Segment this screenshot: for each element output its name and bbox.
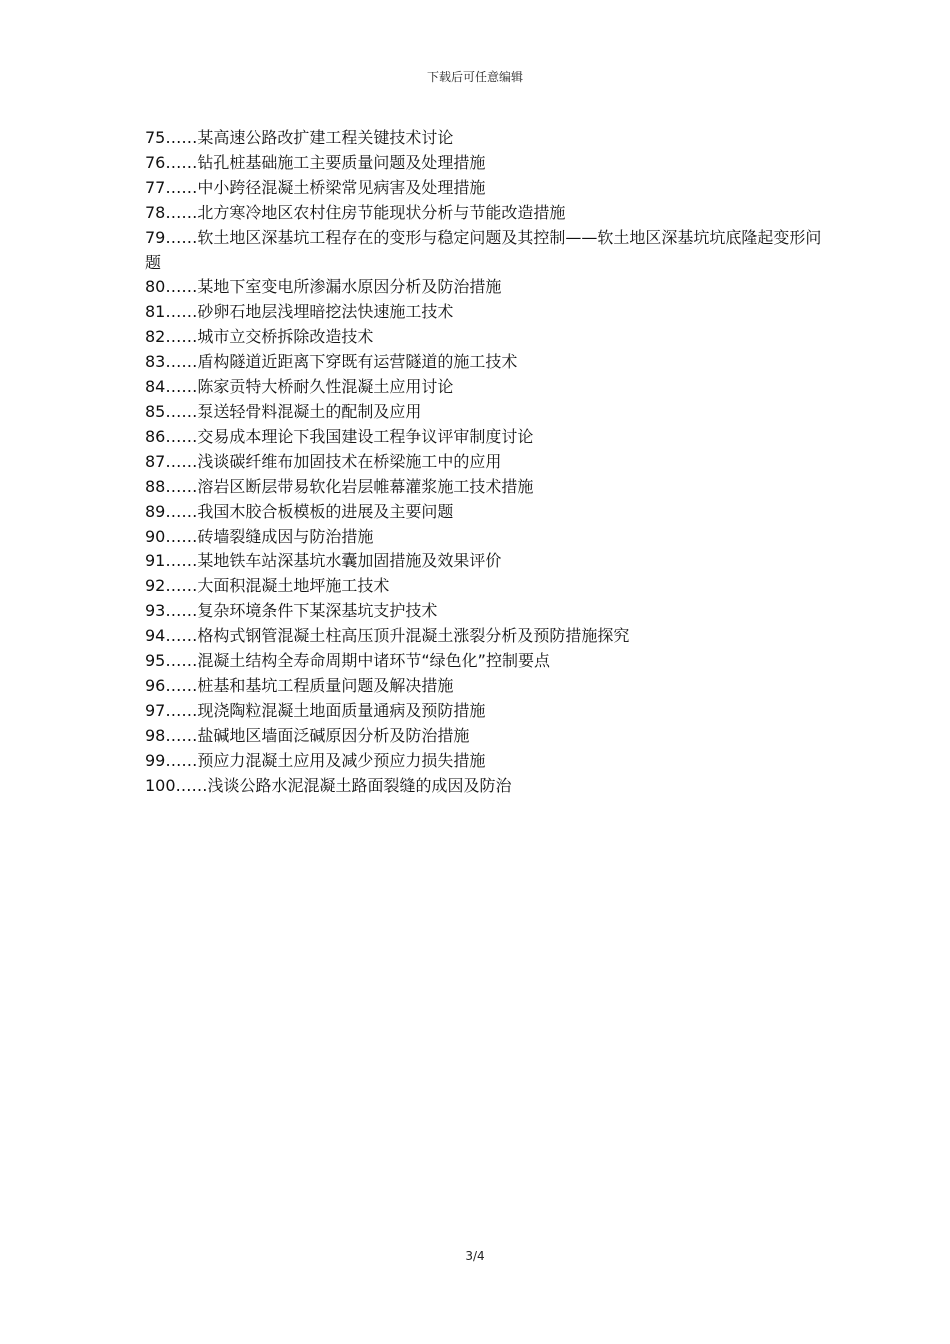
list-item: 93……复杂环境条件下某深基坑支护技术 <box>145 601 438 621</box>
list-item: 98……盐碱地区墙面泛碱原因分析及防治措施 <box>145 725 470 745</box>
list-item: 84……陈家贡特大桥耐久性混凝土应用讨论 <box>145 377 454 397</box>
list-item: 80……某地下室变电所渗漏水原因分析及防治措施 <box>145 277 502 297</box>
list-item: 85……泵送轻骨料混凝土的配制及应用 <box>145 401 422 421</box>
list-item: 81……砂卵石地层浅埋暗挖法快速施工技术 <box>145 302 454 322</box>
list-item: 100……浅谈公路水泥混凝土路面裂缝的成因及防治 <box>145 775 512 795</box>
topic-list <box>145 126 825 798</box>
list-item: 99……预应力混凝土应用及减少预应力损失措施 <box>145 750 486 770</box>
list-item: 76……钻孔桩基础施工主要质量问题及处理措施 <box>145 152 486 172</box>
list-item: 92……大面积混凝土地坪施工技术 <box>145 576 390 596</box>
page-number: 3/4 <box>465 1249 485 1263</box>
list-item: 97……现浇陶粒混凝土地面质量通病及预防措施 <box>145 700 486 720</box>
list-item: 91……某地铁车站深基坑水囊加固措施及效果评价 <box>145 551 502 571</box>
list-item: 82……城市立交桥拆除改造技术 <box>145 327 374 347</box>
list-item: 79……软土地区深基坑工程存在的变形与稳定问题及其控制——软土地区深基坑坑底隆起变形问题 <box>145 227 822 272</box>
list-item: 78……北方寒冷地区农村住房节能现状分析与节能改造措施 <box>145 202 566 222</box>
list-item: 88……溶岩区断层带易软化岩层帷幕灌浆施工技术措施 <box>145 476 534 496</box>
list-item: 86……交易成本理论下我国建设工程争议评审制度讨论 <box>145 426 534 446</box>
list-item: 75……某高速公路改扩建工程关键技术讨论 <box>145 128 454 147</box>
list-item: 96……桩基和基坑工程质量问题及解决措施 <box>145 675 454 695</box>
list-item: 90……砖墙裂缝成因与防治措施 <box>145 526 374 546</box>
page-header: 下载后可任意编辑 <box>426 70 523 84</box>
list-item: 87……浅谈碳纤维布加固技术在桥梁施工中的应用 <box>145 451 502 471</box>
list-item: 95……混凝土结构全寿命周期中诸环节“绿色化”控制要点 <box>145 651 550 671</box>
list-item: 94……格构式钢管混凝土柱高压顶升混凝土涨裂分析及预防措施探究 <box>145 626 630 646</box>
list-item: 83……盾构隧道近距离下穿既有运营隧道的施工技术 <box>145 352 518 372</box>
list-item: 77……中小跨径混凝土桥梁常见病害及处理措施 <box>145 177 486 197</box>
list-item: 89……我国木胶合板模板的进展及主要问题 <box>145 501 454 521</box>
